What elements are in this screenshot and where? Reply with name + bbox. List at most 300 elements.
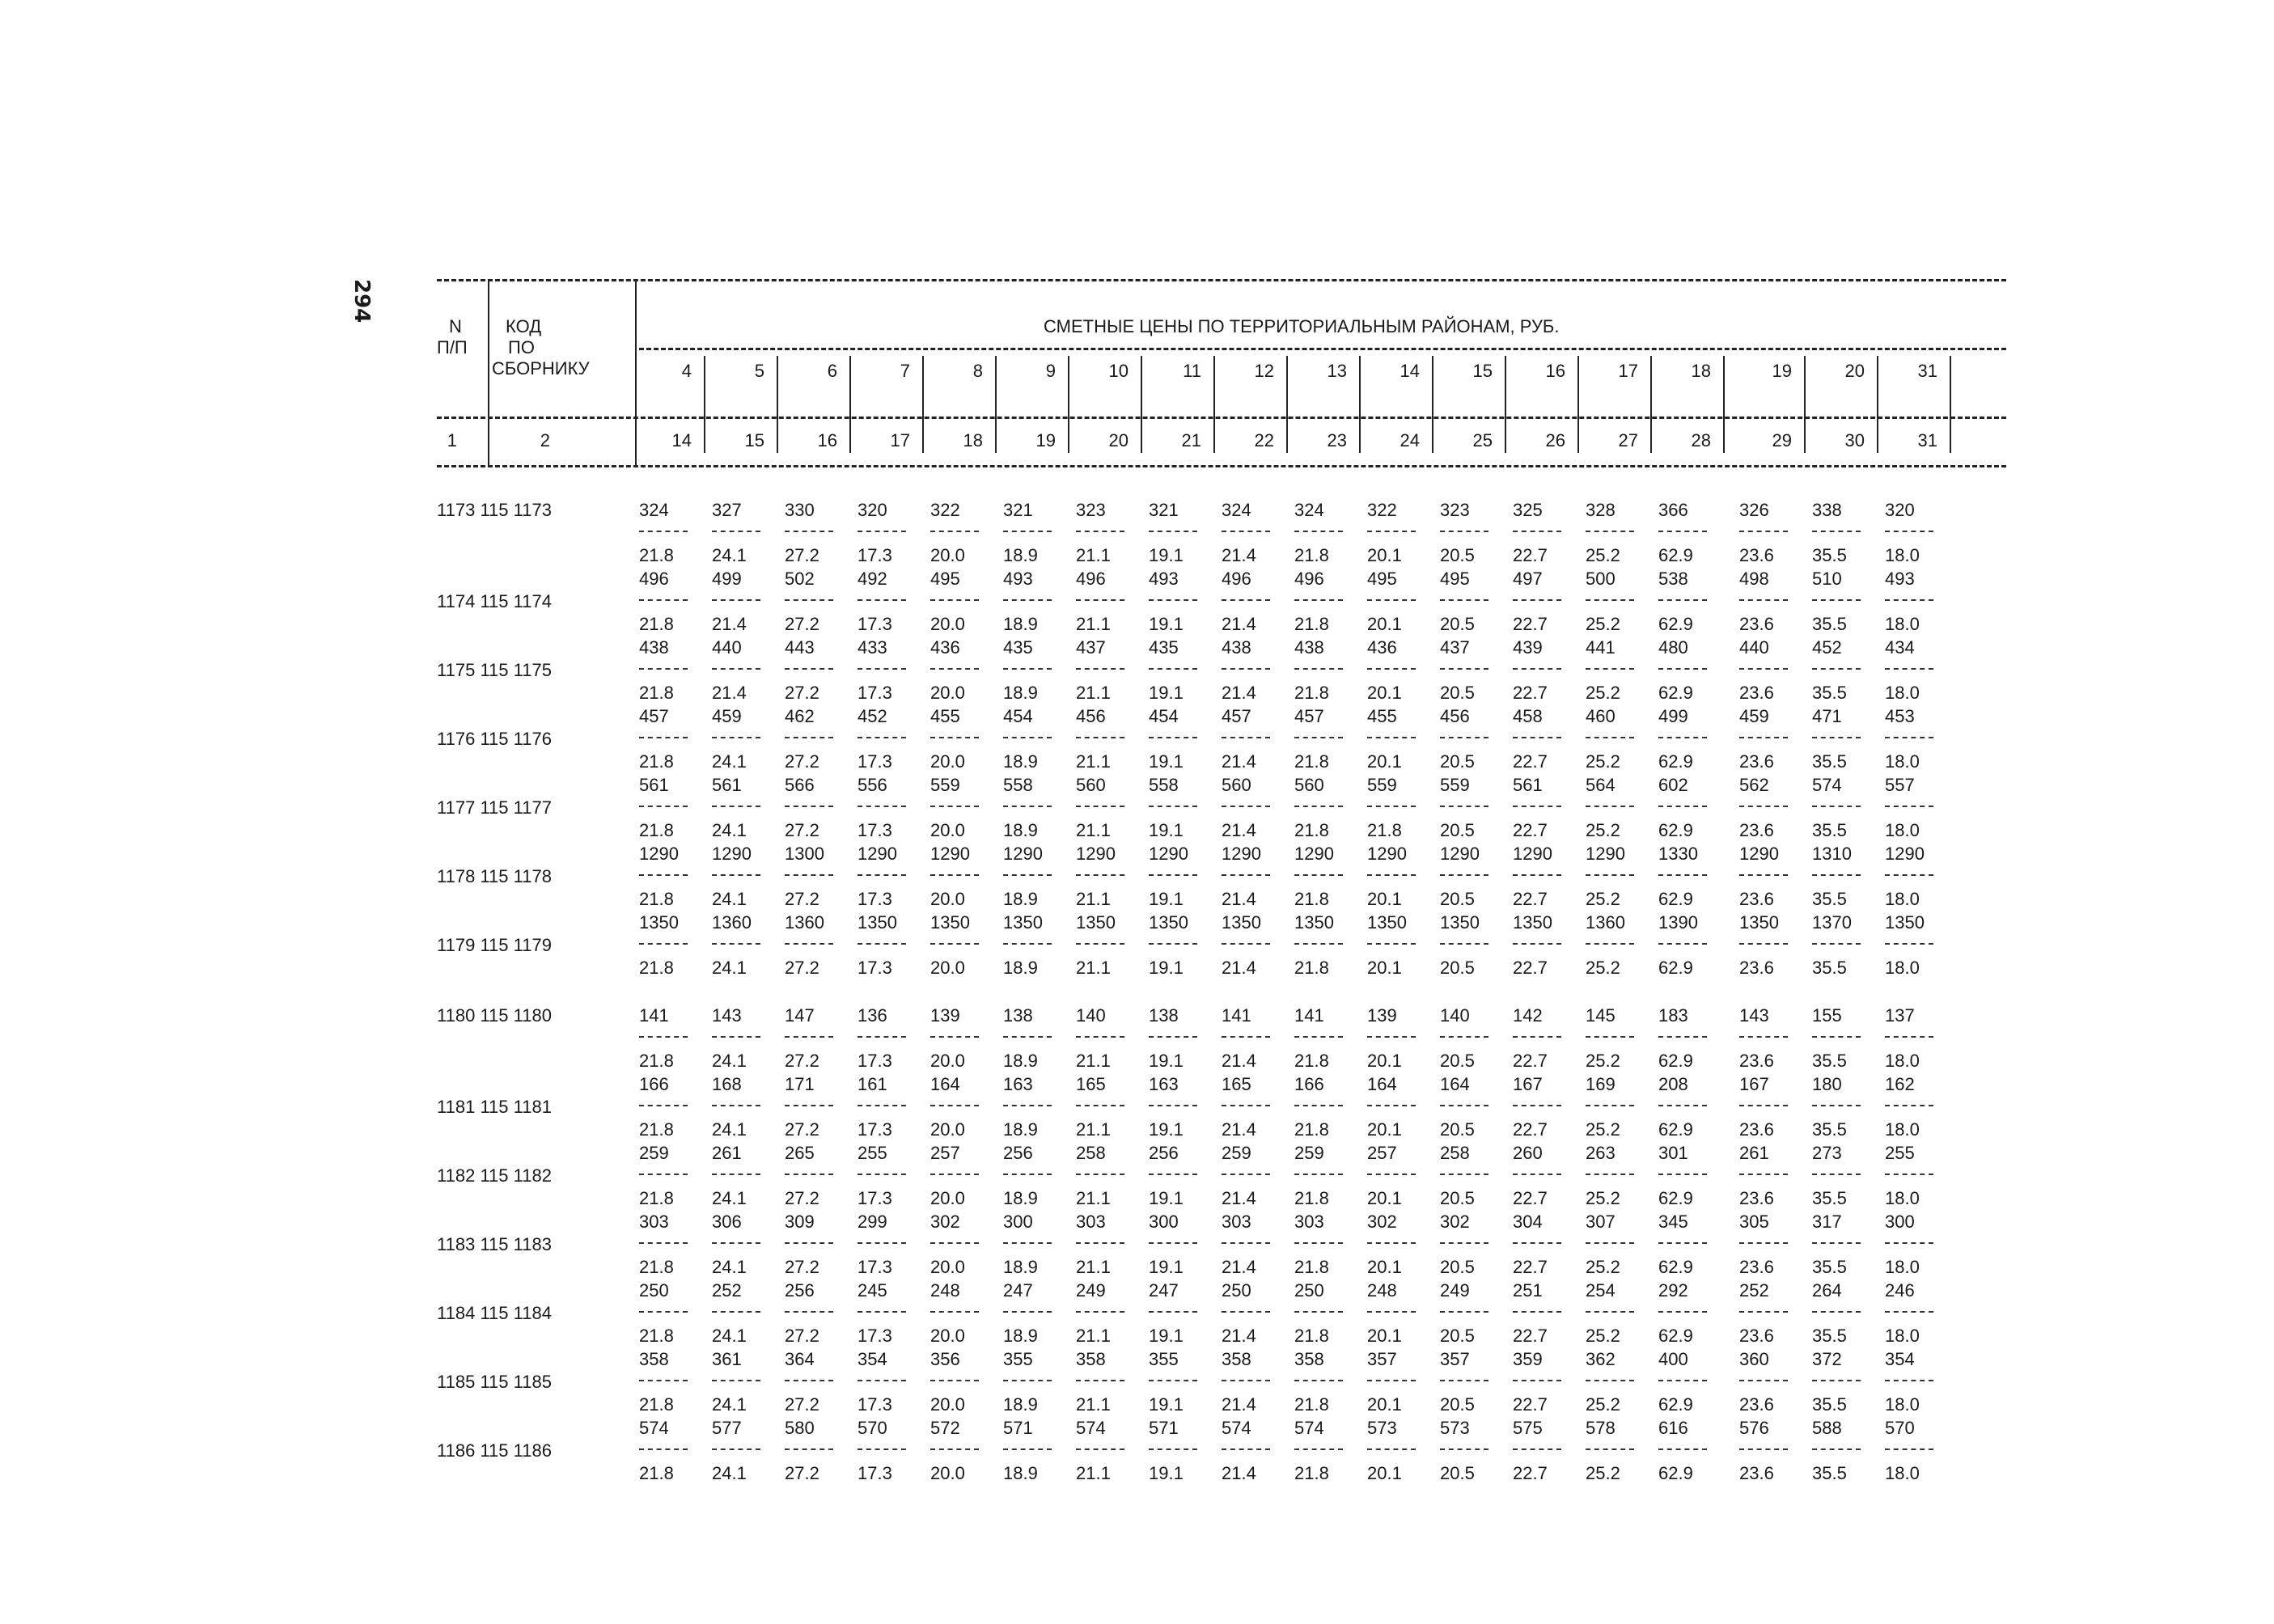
price-cell: 245 <box>858 1280 887 1300</box>
percent-cell: 20.0 <box>930 1394 965 1415</box>
column-divider <box>1950 356 1951 453</box>
percent-cell: 22.7 <box>1513 958 1548 978</box>
price-cell: 292 <box>1658 1280 1688 1300</box>
percent-cell: 62.9 <box>1658 1463 1693 1483</box>
fraction-rule <box>1367 1380 1416 1381</box>
percent-cell: 21.8 <box>639 545 674 565</box>
price-cell: 559 <box>1367 775 1397 795</box>
percent-cell: 35.5 <box>1812 614 1847 634</box>
price-cell: 261 <box>712 1143 742 1163</box>
fraction-rule <box>1003 1380 1052 1381</box>
fraction-rule <box>1440 1311 1488 1313</box>
fraction-rule <box>1812 531 1861 532</box>
price-cell: 263 <box>1586 1143 1616 1163</box>
percent-cell: 21.4 <box>1222 545 1256 565</box>
column-divider <box>1141 356 1142 453</box>
price-cell: 457 <box>1222 706 1251 726</box>
price-cell: 250 <box>1294 1280 1324 1300</box>
percent-cell: 27.2 <box>785 958 819 978</box>
column-divider <box>922 356 924 453</box>
row-number: 1179 <box>437 935 476 955</box>
price-cell: 309 <box>785 1212 815 1232</box>
percent-cell: 35.5 <box>1812 751 1847 772</box>
fraction-rule <box>1294 943 1343 945</box>
percent-cell: 24.1 <box>712 889 747 909</box>
fraction-rule <box>1586 531 1634 532</box>
fraction-rule <box>1812 1036 1861 1038</box>
fraction-rule <box>930 943 979 945</box>
fraction-rule <box>930 1448 979 1450</box>
fraction-rule <box>1885 599 1933 601</box>
row-label <box>437 591 552 612</box>
fraction-rule <box>639 1448 688 1450</box>
header-code-line2: ПО <box>508 337 535 357</box>
percent-cell: 21.1 <box>1076 1257 1111 1277</box>
price-cell: 248 <box>1367 1280 1397 1300</box>
percent-cell: 19.1 <box>1149 958 1184 978</box>
fraction-rule <box>858 874 906 876</box>
price-cell: 1290 <box>930 844 970 864</box>
fraction-rule <box>858 1448 906 1450</box>
fraction-rule <box>1003 943 1052 945</box>
price-cell: 168 <box>712 1074 742 1094</box>
percent-cell: 19.1 <box>1149 683 1184 703</box>
price-cell: 325 <box>1513 500 1543 520</box>
price-cell: 258 <box>1076 1143 1106 1163</box>
percent-cell: 25.2 <box>1586 1119 1620 1140</box>
column-divider <box>1213 356 1215 453</box>
price-cell: 324 <box>639 500 669 520</box>
header-title: СМЕТНЫЕ ЦЕНЫ ПО ТЕРРИТОРИАЛЬНЫМ РАЙОНАМ, РУБ. <box>1044 316 1560 336</box>
price-cell: 1370 <box>1812 912 1852 933</box>
fraction-rule <box>1586 668 1634 670</box>
fraction-rule <box>1440 806 1488 807</box>
fraction-rule <box>1513 531 1561 532</box>
fraction-rule <box>1003 1036 1052 1038</box>
fraction-rule <box>1658 874 1707 876</box>
price-cell: 300 <box>1885 1212 1915 1232</box>
column-number: 1 <box>447 430 457 450</box>
fraction-rule <box>1739 806 1788 807</box>
price-cell: 457 <box>639 706 669 726</box>
fraction-rule <box>1076 806 1124 807</box>
percent-cell: 22.7 <box>1513 889 1548 909</box>
price-cell: 574 <box>639 1418 669 1438</box>
percent-cell: 20.5 <box>1440 545 1475 565</box>
price-cell: 167 <box>1739 1074 1769 1094</box>
fraction-rule <box>639 874 688 876</box>
percent-cell: 18.0 <box>1885 614 1920 634</box>
district-number: 13 <box>1327 361 1347 381</box>
column-divider <box>1359 356 1361 453</box>
fraction-rule <box>1513 943 1561 945</box>
percent-cell: 18.9 <box>1003 545 1038 565</box>
percent-cell: 21.1 <box>1076 889 1111 909</box>
percent-cell: 21.1 <box>1076 545 1111 565</box>
price-cell: 436 <box>930 637 960 658</box>
fraction-rule <box>1885 1448 1933 1450</box>
header-mid-rule <box>639 348 2006 350</box>
percent-cell: 21.4 <box>1222 614 1256 634</box>
percent-cell: 20.1 <box>1367 683 1402 703</box>
percent-cell: 35.5 <box>1812 545 1847 565</box>
percent-cell: 21.4 <box>712 683 747 703</box>
price-cell: 574 <box>1294 1418 1324 1438</box>
percent-cell: 21.8 <box>1294 1119 1329 1140</box>
percent-cell: 21.8 <box>639 751 674 772</box>
fraction-rule <box>1222 1380 1270 1381</box>
fraction-rule <box>1294 1311 1343 1313</box>
percent-cell: 62.9 <box>1658 1119 1693 1140</box>
fraction-rule <box>1003 1448 1052 1450</box>
price-cell: 564 <box>1586 775 1616 795</box>
price-cell: 358 <box>1222 1349 1251 1369</box>
percent-cell: 21.8 <box>639 1394 674 1415</box>
percent-cell: 24.1 <box>712 1051 747 1071</box>
percent-cell: 27.2 <box>785 683 819 703</box>
price-cell: 496 <box>1294 569 1324 589</box>
fraction-rule <box>1440 1448 1488 1450</box>
price-cell: 260 <box>1513 1143 1543 1163</box>
column-number: 28 <box>1691 430 1711 450</box>
row-code: 115 1174 <box>480 591 552 611</box>
fraction-rule <box>1513 1105 1561 1106</box>
percent-cell: 20.5 <box>1440 1119 1475 1140</box>
price-cell: 141 <box>639 1005 669 1026</box>
price-cell: 438 <box>1294 637 1324 658</box>
fraction-rule <box>1513 668 1561 670</box>
price-cell: 574 <box>1812 775 1842 795</box>
row-number: 1185 <box>437 1372 476 1392</box>
fraction-rule <box>858 1380 906 1381</box>
fraction-rule <box>1076 737 1124 738</box>
percent-cell: 21.8 <box>639 1257 674 1277</box>
price-cell: 1290 <box>1885 844 1925 864</box>
percent-cell: 18.0 <box>1885 1257 1920 1277</box>
price-cell: 323 <box>1076 500 1106 520</box>
percent-cell: 20.5 <box>1440 614 1475 634</box>
percent-cell: 62.9 <box>1658 1394 1693 1415</box>
price-cell: 299 <box>858 1212 887 1232</box>
price-cell: 574 <box>1222 1418 1251 1438</box>
percent-cell: 21.1 <box>1076 1326 1111 1346</box>
price-cell: 358 <box>1294 1349 1324 1369</box>
price-cell: 1350 <box>858 912 897 933</box>
fraction-rule <box>1885 806 1933 807</box>
header-code-line1: КОД <box>506 316 542 336</box>
percent-cell: 21.4 <box>1222 751 1256 772</box>
percent-cell: 21.4 <box>1222 1051 1256 1071</box>
price-cell: 372 <box>1812 1349 1842 1369</box>
row-number: 1180 <box>437 1005 476 1026</box>
percent-cell: 18.9 <box>1003 751 1038 772</box>
percent-cell: 22.7 <box>1513 1188 1548 1208</box>
price-cell: 1360 <box>1586 912 1625 933</box>
percent-cell: 21.8 <box>1294 1394 1329 1415</box>
price-cell: 354 <box>858 1349 887 1369</box>
fraction-rule <box>1149 1448 1197 1450</box>
fraction-rule <box>785 1105 833 1106</box>
price-cell: 307 <box>1586 1212 1616 1232</box>
price-cell: 495 <box>930 569 960 589</box>
price-cell: 433 <box>858 637 887 658</box>
price-cell: 1350 <box>1149 912 1188 933</box>
header-bottom-rule <box>437 465 2006 467</box>
percent-cell: 20.5 <box>1440 820 1475 840</box>
percent-cell: 23.6 <box>1739 751 1774 772</box>
percent-cell: 20.5 <box>1440 1257 1475 1277</box>
percent-cell: 27.2 <box>785 545 819 565</box>
percent-cell: 21.4 <box>1222 889 1256 909</box>
fraction-rule <box>1076 943 1124 945</box>
percent-cell: 20.5 <box>1440 1394 1475 1415</box>
percent-cell: 18.0 <box>1885 1051 1920 1071</box>
percent-cell: 21.8 <box>1294 683 1329 703</box>
percent-cell: 18.0 <box>1885 1394 1920 1415</box>
fraction-rule <box>1658 943 1707 945</box>
fraction-rule <box>639 1311 688 1313</box>
fraction-rule <box>1076 1380 1124 1381</box>
price-cell: 496 <box>639 569 669 589</box>
fraction-rule <box>1586 1105 1634 1106</box>
fraction-rule <box>1149 1311 1197 1313</box>
price-cell: 1350 <box>1513 912 1552 933</box>
price-cell: 166 <box>1294 1074 1324 1094</box>
fraction-rule <box>1586 874 1634 876</box>
price-cell: 495 <box>1367 569 1397 589</box>
percent-cell: 20.0 <box>930 1188 965 1208</box>
percent-cell: 20.0 <box>930 1051 965 1071</box>
percent-cell: 18.0 <box>1885 889 1920 909</box>
price-cell: 1290 <box>1367 844 1407 864</box>
fraction-rule <box>1149 599 1197 601</box>
percent-cell: 18.0 <box>1885 683 1920 703</box>
fraction-rule <box>1222 874 1270 876</box>
fraction-rule <box>712 943 760 945</box>
fraction-rule <box>1294 1380 1343 1381</box>
percent-cell: 23.6 <box>1739 1119 1774 1140</box>
fraction-rule <box>1586 1036 1634 1038</box>
percent-cell: 23.6 <box>1739 1326 1774 1346</box>
page-number: 294 <box>349 279 374 324</box>
price-cell: 249 <box>1440 1280 1470 1300</box>
price-cell: 576 <box>1739 1418 1769 1438</box>
fraction-rule <box>1149 1242 1197 1244</box>
price-cell: 259 <box>1222 1143 1251 1163</box>
price-cell: 355 <box>1149 1349 1179 1369</box>
percent-cell: 27.2 <box>785 1326 819 1346</box>
price-cell: 560 <box>1222 775 1251 795</box>
row-number: 1181 <box>437 1097 476 1117</box>
fraction-rule <box>1885 943 1933 945</box>
price-cell: 250 <box>639 1280 669 1300</box>
fraction-rule <box>1440 531 1488 532</box>
percent-cell: 25.2 <box>1586 958 1620 978</box>
price-cell: 304 <box>1513 1212 1543 1232</box>
fraction-rule <box>785 1380 833 1381</box>
column-number: 27 <box>1618 430 1638 450</box>
fraction-rule <box>1076 1036 1124 1038</box>
row-code: 115 1181 <box>480 1097 552 1117</box>
fraction-rule <box>1658 668 1707 670</box>
percent-cell: 18.9 <box>1003 614 1038 634</box>
price-cell: 302 <box>1367 1212 1397 1232</box>
row-number: 1176 <box>437 729 476 749</box>
fraction-rule <box>1294 806 1343 807</box>
price-cell: 356 <box>930 1349 960 1369</box>
price-cell: 493 <box>1149 569 1179 589</box>
fraction-rule <box>639 1242 688 1244</box>
price-cell: 454 <box>1003 706 1033 726</box>
price-cell: 1330 <box>1658 844 1698 864</box>
price-cell: 265 <box>785 1143 815 1163</box>
fraction-rule <box>1294 1448 1343 1450</box>
column-number: 14 <box>671 430 692 450</box>
price-cell: 561 <box>712 775 742 795</box>
percent-cell: 20.1 <box>1367 614 1402 634</box>
percent-cell: 20.5 <box>1440 1188 1475 1208</box>
price-cell: 208 <box>1658 1074 1688 1094</box>
percent-cell: 62.9 <box>1658 683 1693 703</box>
percent-cell: 27.2 <box>785 1394 819 1415</box>
fraction-rule <box>1885 1380 1933 1381</box>
fraction-rule <box>1149 1174 1197 1175</box>
percent-cell: 20.0 <box>930 614 965 634</box>
row-number: 1177 <box>437 797 476 818</box>
price-cell: 1350 <box>1294 912 1334 933</box>
fraction-rule <box>1440 1242 1488 1244</box>
percent-cell: 27.2 <box>785 614 819 634</box>
fraction-rule <box>639 599 688 601</box>
fraction-rule <box>1149 1036 1197 1038</box>
row-label <box>437 1440 552 1461</box>
percent-cell: 62.9 <box>1658 614 1693 634</box>
fraction-rule <box>930 668 979 670</box>
price-cell: 145 <box>1586 1005 1616 1026</box>
percent-cell: 21.8 <box>639 1326 674 1346</box>
percent-cell: 21.8 <box>639 1188 674 1208</box>
percent-cell: 27.2 <box>785 820 819 840</box>
price-cell: 437 <box>1076 637 1106 658</box>
percent-cell: 22.7 <box>1513 1257 1548 1277</box>
price-cell: 1290 <box>1586 844 1625 864</box>
percent-cell: 19.1 <box>1149 1257 1184 1277</box>
price-cell: 366 <box>1658 500 1688 520</box>
fraction-rule <box>1222 1242 1270 1244</box>
district-number: 4 <box>681 361 692 381</box>
row-number: 1186 <box>437 1440 476 1461</box>
percent-cell: 35.5 <box>1812 820 1847 840</box>
price-cell: 458 <box>1513 706 1543 726</box>
fraction-rule <box>1003 1174 1052 1175</box>
price-cell: 452 <box>858 706 887 726</box>
district-number: 20 <box>1844 361 1865 381</box>
percent-cell: 21.8 <box>639 683 674 703</box>
fraction-rule <box>1586 943 1634 945</box>
fraction-rule <box>1440 1174 1488 1175</box>
percent-cell: 22.7 <box>1513 1394 1548 1415</box>
percent-cell: 22.7 <box>1513 1119 1548 1140</box>
fraction-rule <box>1076 1448 1124 1450</box>
percent-cell: 62.9 <box>1658 1257 1693 1277</box>
percent-cell: 62.9 <box>1658 751 1693 772</box>
percent-cell: 35.5 <box>1812 1394 1847 1415</box>
percent-cell: 19.1 <box>1149 1326 1184 1346</box>
fraction-rule <box>639 1380 688 1381</box>
price-cell: 324 <box>1222 500 1251 520</box>
percent-cell: 21.1 <box>1076 1051 1111 1071</box>
price-cell: 1350 <box>1076 912 1116 933</box>
fraction-rule <box>712 1380 760 1381</box>
price-cell: 1290 <box>1294 844 1334 864</box>
percent-cell: 35.5 <box>1812 1326 1847 1346</box>
fraction-rule <box>1003 1311 1052 1313</box>
price-cell: 163 <box>1149 1074 1179 1094</box>
price-cell: 165 <box>1076 1074 1106 1094</box>
percent-cell: 20.1 <box>1367 889 1402 909</box>
price-cell: 1350 <box>1885 912 1925 933</box>
percent-cell: 20.1 <box>1367 751 1402 772</box>
percent-cell: 21.8 <box>639 889 674 909</box>
price-cell: 1290 <box>1739 844 1779 864</box>
row-number: 1178 <box>437 866 476 886</box>
fraction-rule <box>785 1242 833 1244</box>
percent-cell: 27.2 <box>785 1051 819 1071</box>
price-cell: 1290 <box>858 844 897 864</box>
fraction-rule <box>1739 599 1788 601</box>
percent-cell: 23.6 <box>1739 1257 1774 1277</box>
row-code: 115 1176 <box>480 729 552 749</box>
fraction-rule <box>1076 1174 1124 1175</box>
fraction-rule <box>1294 1036 1343 1038</box>
percent-cell: 17.3 <box>858 958 892 978</box>
district-number: 9 <box>1045 361 1056 381</box>
percent-cell: 17.3 <box>858 1257 892 1277</box>
column-divider <box>1804 356 1806 453</box>
percent-cell: 22.7 <box>1513 614 1548 634</box>
percent-cell: 35.5 <box>1812 683 1847 703</box>
district-number: 31 <box>1917 361 1937 381</box>
price-cell: 255 <box>858 1143 887 1163</box>
percent-cell: 25.2 <box>1586 889 1620 909</box>
district-number: 18 <box>1691 361 1711 381</box>
price-cell: 459 <box>1739 706 1769 726</box>
price-cell: 496 <box>1222 569 1251 589</box>
price-cell: 577 <box>712 1418 742 1438</box>
row-label <box>437 1005 552 1026</box>
percent-cell: 20.1 <box>1367 545 1402 565</box>
percent-cell: 21.8 <box>1294 751 1329 772</box>
percent-cell: 21.8 <box>639 1463 674 1483</box>
price-cell: 259 <box>639 1143 669 1163</box>
fraction-rule <box>1739 1311 1788 1313</box>
percent-cell: 21.1 <box>1076 820 1111 840</box>
fraction-rule <box>858 599 906 601</box>
price-cell: 155 <box>1812 1005 1842 1026</box>
percent-cell: 27.2 <box>785 889 819 909</box>
fraction-rule <box>785 668 833 670</box>
percent-cell: 18.0 <box>1885 1188 1920 1208</box>
price-cell: 258 <box>1440 1143 1470 1163</box>
column-number: 24 <box>1400 430 1420 450</box>
fraction-rule <box>1003 1242 1052 1244</box>
fraction-rule <box>1149 1380 1197 1381</box>
row-code: 115 1178 <box>480 866 552 886</box>
fraction-rule <box>1885 1036 1933 1038</box>
fraction-rule <box>1149 737 1197 738</box>
column-number: 23 <box>1327 430 1347 450</box>
percent-cell: 17.3 <box>858 1463 892 1483</box>
